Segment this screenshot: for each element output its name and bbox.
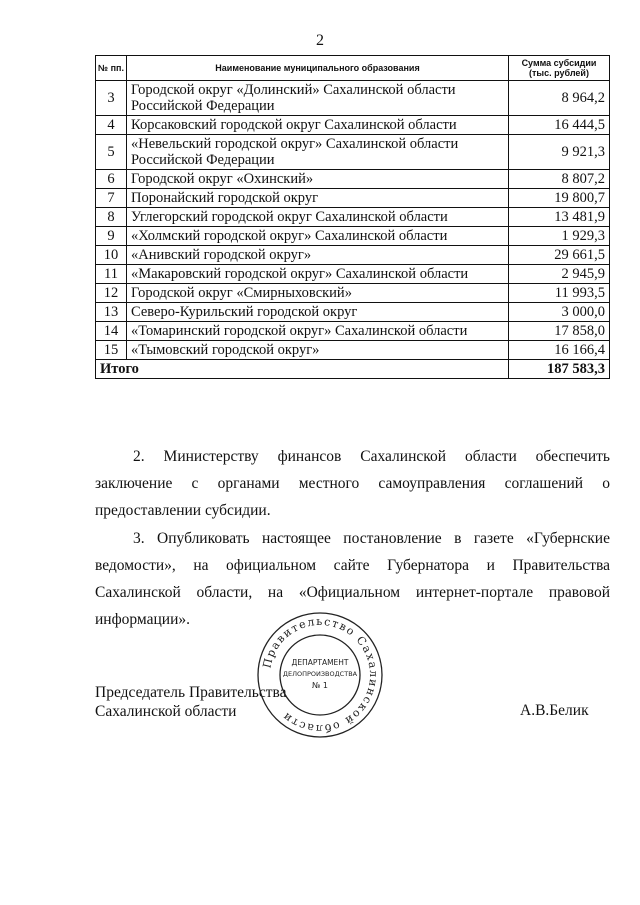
row-name: Городской округ «Смирныховский» — [127, 284, 509, 303]
stamp-center-line2: ДЕЛОПРОИЗВОДСТВА — [282, 670, 358, 678]
row-amount: 8 807,2 — [509, 170, 610, 189]
row-num: 11 — [96, 265, 127, 284]
paragraph-2-text: 2. Министерству финансов Сахалинской области обеспечить заключение с органами местного самоуправления соглашений о предоставлении субсидии. — [95, 448, 610, 519]
row-amount: 13 481,9 — [509, 208, 610, 227]
table-total-row — [96, 360, 610, 379]
row-num: 14 — [96, 322, 127, 341]
row-name: Поронайский городской округ — [127, 189, 509, 208]
row-num: 9 — [96, 227, 127, 246]
table-row — [96, 170, 610, 189]
row-name: «Макаровский городской округ» Сахалинской области — [127, 265, 509, 284]
table-row — [96, 189, 610, 208]
table-row — [96, 341, 610, 360]
table-row — [96, 322, 610, 341]
row-name: Углегорский городской округ Сахалинской области — [127, 208, 509, 227]
row-amount: 8 964,2 — [509, 81, 610, 116]
row-name: «Холмский городской округ» Сахалинской области — [127, 227, 509, 246]
header-num: № пп. — [96, 56, 127, 81]
row-num: 4 — [96, 116, 127, 135]
table-row — [96, 303, 610, 322]
row-num: 6 — [96, 170, 127, 189]
row-amount: 19 800,7 — [509, 189, 610, 208]
table-row — [96, 81, 610, 116]
row-amount: 16 166,4 — [509, 341, 610, 360]
paragraph-2 — [95, 443, 610, 524]
header-amount: Сумма субсидии (тыс. рублей) — [509, 56, 610, 81]
row-num: 12 — [96, 284, 127, 303]
row-num: 15 — [96, 341, 127, 360]
row-name: «Томаринский городской округ» Сахалинской области — [127, 322, 509, 341]
row-num: 3 — [96, 81, 127, 116]
table-row — [96, 135, 610, 170]
official-stamp — [255, 610, 385, 740]
row-num: 5 — [96, 135, 127, 170]
row-num: 13 — [96, 303, 127, 322]
table-row — [96, 208, 610, 227]
stamp-center-line3: № 1 — [312, 681, 328, 690]
row-name: «Тымовский городской округ» — [127, 341, 509, 360]
signatory-title-line2: Сахалинской области — [95, 703, 237, 720]
row-amount: 17 858,0 — [509, 322, 610, 341]
row-amount: 3 000,0 — [509, 303, 610, 322]
table-row — [96, 227, 610, 246]
row-num: 7 — [96, 189, 127, 208]
row-name: Корсаковский городской округ Сахалинской области — [127, 116, 509, 135]
stamp-center-line1: ДЕПАРТАМЕНТ — [291, 658, 349, 667]
table-row — [96, 284, 610, 303]
page-number: 2 — [316, 32, 324, 49]
row-name: Городской округ «Долинский» Сахалинской области Российской Федерации — [127, 81, 509, 116]
row-num: 10 — [96, 246, 127, 265]
signatory-title-line1: Председатель Правительства — [95, 684, 287, 701]
row-amount: 2 945,9 — [509, 265, 610, 284]
stamp-ring-text: Правительство Сахалинской области — [260, 614, 381, 736]
table-row — [96, 116, 610, 135]
total-label: Итого — [96, 360, 509, 379]
row-name: Северо-Курильский городской округ — [127, 303, 509, 322]
row-amount: 29 661,5 — [509, 246, 610, 265]
row-name: Городской округ «Охинский» — [127, 170, 509, 189]
header-name: Наименование муниципального образования — [127, 56, 509, 81]
row-name: «Невельский городской округ» Сахалинской области Российской Федерации — [127, 135, 509, 170]
total-amount: 187 583,3 — [509, 360, 610, 379]
row-amount: 16 444,5 — [509, 116, 610, 135]
signatory-name: А.В.Белик — [520, 702, 589, 719]
paragraph-3-text: 3. Опубликовать настоящее постановление в газете «Губернские ведомости», на официальном сайте Губернатора и Правительства Сахалинской области, на «Официальном интернет-портале правовой информации». — [95, 530, 610, 628]
table-header-row — [96, 56, 610, 81]
row-amount: 1 929,3 — [509, 227, 610, 246]
table-body — [96, 81, 610, 360]
row-amount: 11 993,5 — [509, 284, 610, 303]
table-row — [96, 246, 610, 265]
table-row — [96, 265, 610, 284]
row-num: 8 — [96, 208, 127, 227]
row-name: «Анивский городской округ» — [127, 246, 509, 265]
row-amount: 9 921,3 — [509, 135, 610, 170]
subsidy-table — [95, 55, 610, 379]
